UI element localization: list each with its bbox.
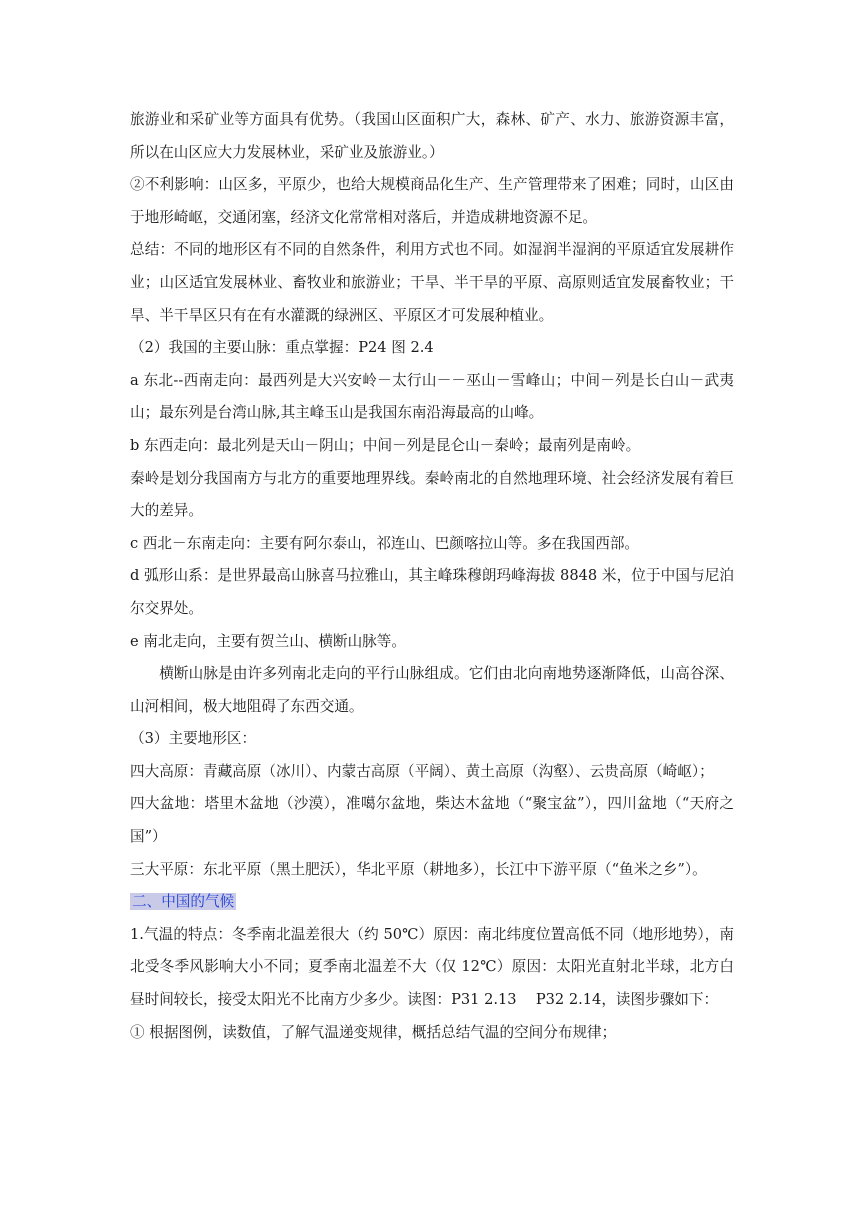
paragraph-unfavorable-impact: ②不利影响：山区多，平原少，也给大规模商品化生产、生产管理带来了困难；同时，山区由于地形崎岖，交通闭塞，经济文化常常相对落后，并造成耕地资源不足。 xyxy=(130,176,734,226)
paragraph-main-mountains-heading: （2）我国的主要山脉：重点掌握：P24 图 2.4 xyxy=(130,339,434,357)
section-heading-climate-text: 二、中国的气候 xyxy=(132,893,235,911)
paragraph-three-plains: 三大平原：东北平原（黑土肥沃），华北平原（耕地多），长江中下游平原（“鱼米之乡”）。 xyxy=(130,860,707,878)
paragraph-northwest-southeast-ranges: c 西北－东南走向：主要有阿尔泰山，祁连山、巴颜喀拉山等。多在我国西部。 xyxy=(130,534,640,552)
paragraph-arc-ranges: d 弧形山系：是世界最高山脉喜马拉雅山，其主峰珠穆朗玛峰海拔 8848 米，位于中国与尼泊尔交界处。 xyxy=(130,567,734,617)
paragraph-summary: 总结：不同的地形区有不同的自然条件，利用方式也不同。如湿润半湿润的平原适宜发展耕作业；山区适宜发展林业、畜牧业和旅游业；干旱、半干旱的平原、高原则适宜发展畜牧业；干旱、半干旱区只有在有水灌溉的绿洲区、平原区才可发展种植业。 xyxy=(130,241,734,324)
paragraph-four-plateaus: 四大高原：青藏高原（冰川）、内蒙古高原（平阔）、黄土高原（沟壑）、云贵高原（崎岖）； xyxy=(130,762,714,780)
paragraph-hengduan-mountains: 横断山脉是由许多列南北走向的平行山脉组成。它们由北向南地势逐渐降低，山高谷深、山河相间，极大地阻碍了东西交通。 xyxy=(130,665,734,715)
paragraph-northeast-southwest-ranges: a 东北--西南走向：最西列是大兴安岭－太行山－－巫山－雪峰山；中间－列是长白山－武夷山；最东列是台湾山脉,其主峰玉山是我国东南沿海最高的山峰。 xyxy=(130,371,734,422)
paragraph-north-south-ranges: e 南北走向，主要有贺兰山、横断山脉等。 xyxy=(130,632,406,650)
paragraph-qinling-boundary: 秦岭是划分我国南方与北方的重要地理界线。秦岭南北的自然地理环境、社会经济发展有着巨大的差异。 xyxy=(130,469,734,520)
paragraph-landform-regions-heading: （3）主要地形区： xyxy=(130,730,257,748)
paragraph-four-basins: 四大盆地：塔里木盆地（沙漠），准噶尔盆地，柴达木盆地（“聚宝盆”），四川盆地（“天府之国”） xyxy=(130,795,734,846)
document-body xyxy=(130,104,734,1049)
paragraph-mountain-advantages: 旅游业和采矿业等方面具有优势。（我国山区面积广大，森林、矿产、水力、旅游资源丰富，所以在山区应大力发展林业，采矿业及旅游业。） xyxy=(130,111,734,161)
paragraph-reading-step-one: ① 根据图例，读数值，了解气温递变规律，概括总结气温的空间分布规律； xyxy=(130,1023,617,1041)
paragraph-east-west-ranges: b 东西走向：最北列是天山－阴山；中间－列是昆仑山－秦岭；最南列是南岭。 xyxy=(130,436,641,454)
section-heading-climate xyxy=(130,886,734,919)
paragraph-temperature-features: 1.气温的特点：冬季南北温差很大（约 50℃）原因：南北纬度位置高低不同（地形地势），南北受冬季风影响大小不同；夏季南北温差不大（仅 12℃）原因：太阳光直射北半球，北方白昼时间较长，接受太阳光不比南方少多少。读图：P31 2.13 P32 2.14，读图步骤如下： xyxy=(130,925,734,1009)
